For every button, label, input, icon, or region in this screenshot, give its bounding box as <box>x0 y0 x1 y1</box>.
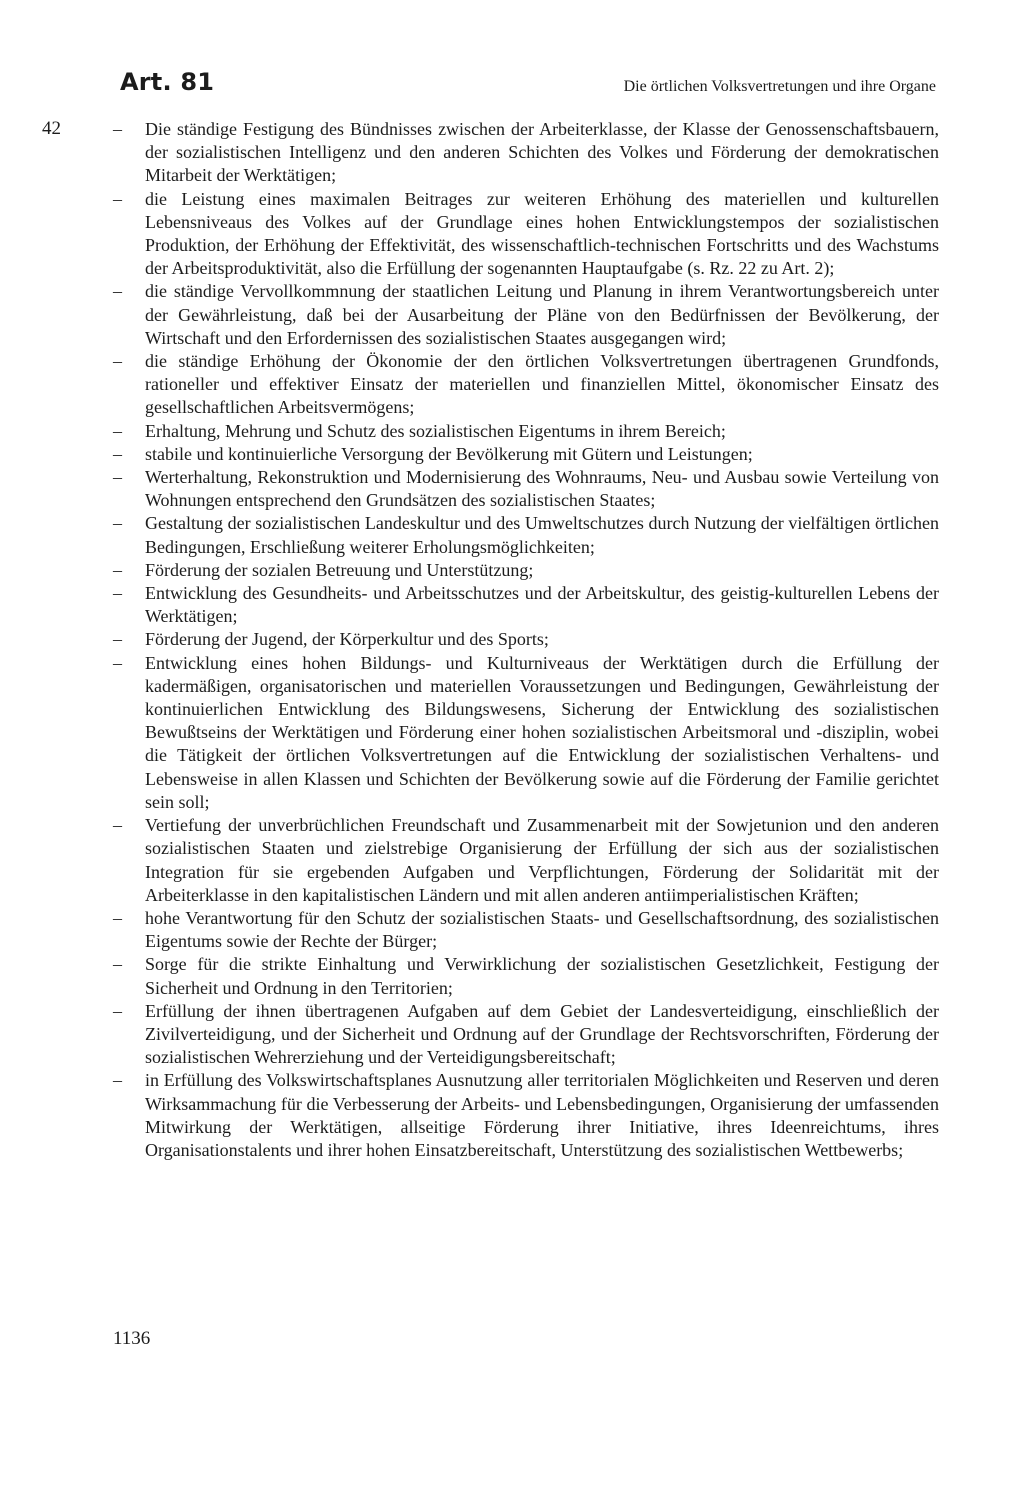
dash-bullet: – <box>113 188 122 209</box>
dash-bullet: – <box>113 954 122 975</box>
dash-bullet: – <box>113 443 122 464</box>
list-item-text: die ständige Erhöhung der Ökonomie der den örtlichen Volksvertretungen übertragenen Grundfonds, rationeller und effektiver Einsatz der materiellen und finanziellen Mittel, ökonomischer Einsatz des gesellschaftlichen Arbeitsvermögens; <box>145 351 939 418</box>
list-item <box>113 953 939 999</box>
list-item <box>113 582 939 628</box>
list-item <box>113 559 939 582</box>
list-item-text: stabile und kontinuierliche Versorgung der Bevölkerung mit Gütern und Leistungen; <box>145 443 753 464</box>
running-head-title: Die örtlichen Volksvertretungen und ihre Organe <box>623 78 936 95</box>
list-item-text: Gestaltung der sozialistischen Landeskultur und des Umweltschutzes durch Nutzung der vielfältigen örtlichen Bedingungen, Erschließung weiterer Erholungsmöglichkeiten; <box>145 513 939 557</box>
dash-bullet: – <box>113 1000 122 1021</box>
list-item-text: Förderung der sozialen Betreuung und Unterstützung; <box>145 559 534 580</box>
list-item-text: die Leistung eines maximalen Beitrages zur weiteren Erhöhung des materiellen und kulturellen Lebensniveaus des Volkes auf der Grundlage eines hohen Entwicklungstempos der sozialistischen Produktion, der Erhöhung der Effektivität, des wissenschaftlich-technischen Fortschritts und des Wachstums der Arbeitsproduktivität, also die Erfüllung der sogenannten Hauptaufgabe (s. Rz. 22 zu Art. 2); <box>145 188 939 279</box>
task-list <box>113 118 939 1162</box>
list-item <box>113 188 939 281</box>
dash-bullet: – <box>113 1070 122 1091</box>
list-item-text: Vertiefung der unverbrüchlichen Freundschaft und Zusammenarbeit mit der Sowjetunion und den anderen sozialistischen Staaten und zielstrebige Organisierung der Erfüllung der sich aus der sozialistischen Integration für sie ergebenden Aufgaben und Verpflichtungen, Förderung der Solidarität mit der Arbeiterklasse in den kapitalistischen Ländern und mit allen anderen antiimperialistischen Kräften; <box>145 815 939 905</box>
list-item <box>113 420 939 443</box>
list-item <box>113 652 939 814</box>
list-item-text: in Erfüllung des Volkswirtschaftsplanes Ausnutzung aller territorialen Möglichkeiten und Reserven und deren Wirksammachung für die Verbesserung der Arbeits- und Lebensbedingungen, Organisierung der umfassenden Mitwirkung der Werktätigen, allseitige Förderung ihrer Initiative, ihres Ideenreichtums, ihres Organisationstalents und ihrer hohen Einsatzbereitschaft, Unterstützung des sozialistischen Wettbewerbs; <box>145 1070 939 1160</box>
dash-bullet: – <box>113 652 122 673</box>
dash-bullet: – <box>113 467 122 488</box>
dash-bullet: – <box>113 583 122 604</box>
list-item <box>113 1069 939 1162</box>
dash-bullet: – <box>113 629 122 650</box>
list-item <box>113 466 939 512</box>
dash-bullet: – <box>113 281 122 302</box>
dash-bullet: – <box>113 815 122 836</box>
list-item-text: Förderung der Jugend, der Körperkultur und des Sports; <box>145 629 549 650</box>
list-item <box>113 1000 939 1070</box>
list-item-text: Entwicklung eines hohen Bildungs- und Kulturniveaus der Werktätigen durch die Erfüllung der kadermäßigen, organisatorischen und materiellen Voraussetzungen und Bedingungen, Gewährleistung der kontinuierlichen Entwicklung des Bildungswesens, Sicherung der Entwicklung des sozialistischen Bewußtseins der Werktätigen und Förderung einer hohen sozialistischen Arbeitsmoral und -disziplin, wobei die Tätigkeit der örtlichen Volksvertretungen auf die Entwicklung der sozialistischen Verhaltens- und Lebensweise in allen Klassen und Schichten der Bevölkerung sowie auf die Förderung der Familie gerichtet sein soll; <box>145 652 939 812</box>
dash-bullet: – <box>113 559 122 580</box>
dash-bullet: – <box>113 907 122 928</box>
list-item-text: Sorge für die strikte Einhaltung und Verwirklichung der sozialistischen Gesetzlichkeit, Festigung der Sicherheit und Ordnung in den Territorien; <box>145 954 939 998</box>
list-item-text: Entwicklung des Gesundheits- und Arbeitsschutzes und der Arbeitskultur, des geistig-kulturellen Lebens der Werktätigen; <box>145 583 939 627</box>
list-item <box>113 628 939 651</box>
list-item <box>113 443 939 466</box>
dash-bullet: – <box>113 513 122 534</box>
list-item <box>113 814 939 907</box>
dash-bullet: – <box>113 420 122 441</box>
list-item-text: Erhaltung, Mehrung und Schutz des sozialistischen Eigentums in ihrem Bereich; <box>145 420 726 441</box>
dash-bullet: – <box>113 119 122 139</box>
article-label: Art. 81 <box>120 68 215 96</box>
list-item-text: die ständige Vervollkommnung der staatlichen Leitung und Planung in ihrem Verantwortungsbereich unter der Gewährleistung, daß bei der Ausarbeitung der Pläne von den Bedürfnissen der Bevölkerung, der Wirtschaft und den Erfordernissen des sozialistischen Staates ausgegangen wird; <box>145 281 939 348</box>
list-item <box>113 350 939 420</box>
margin-number: 42 <box>42 118 61 139</box>
page-number: 1136 <box>113 1328 151 1349</box>
list-item <box>113 118 939 188</box>
list-item <box>113 512 939 558</box>
list-item-text: Erfüllung der ihnen übertragenen Aufgaben auf dem Gebiet der Landesverteidigung, einschließlich der Zivilverteidigung, und der Sicherheit und Ordnung auf der Grundlage der Rechtsvorschriften, Förderung der sozialistischen Wehrerziehung und der Verteidigungsbereitschaft; <box>145 1000 939 1068</box>
list-item <box>113 907 939 953</box>
list-item-text: Die ständige Festigung des Bündnisses zwischen der Arbeiterklasse, der Klasse der Genossenschaftsbauern, der sozialistischen Intelligenz und den anderen Schichten des Volkes und Förderung der demokratischen Mitarbeit der Werktätigen; <box>145 119 939 186</box>
dash-bullet: – <box>113 351 122 372</box>
list-item <box>113 280 939 350</box>
list-item-text: Werterhaltung, Rekonstruktion und Modernisierung des Wohnraums, Neu- und Ausbau sowie Verteilung von Wohnungen entsprechend den Grundsätzen des sozialistischen Staates; <box>145 467 939 511</box>
list-item-text: hohe Verantwortung für den Schutz der sozialistischen Staats- und Gesellschaftsordnung, des sozialistischen Eigentums sowie der Rechte der Bürger; <box>145 907 939 952</box>
